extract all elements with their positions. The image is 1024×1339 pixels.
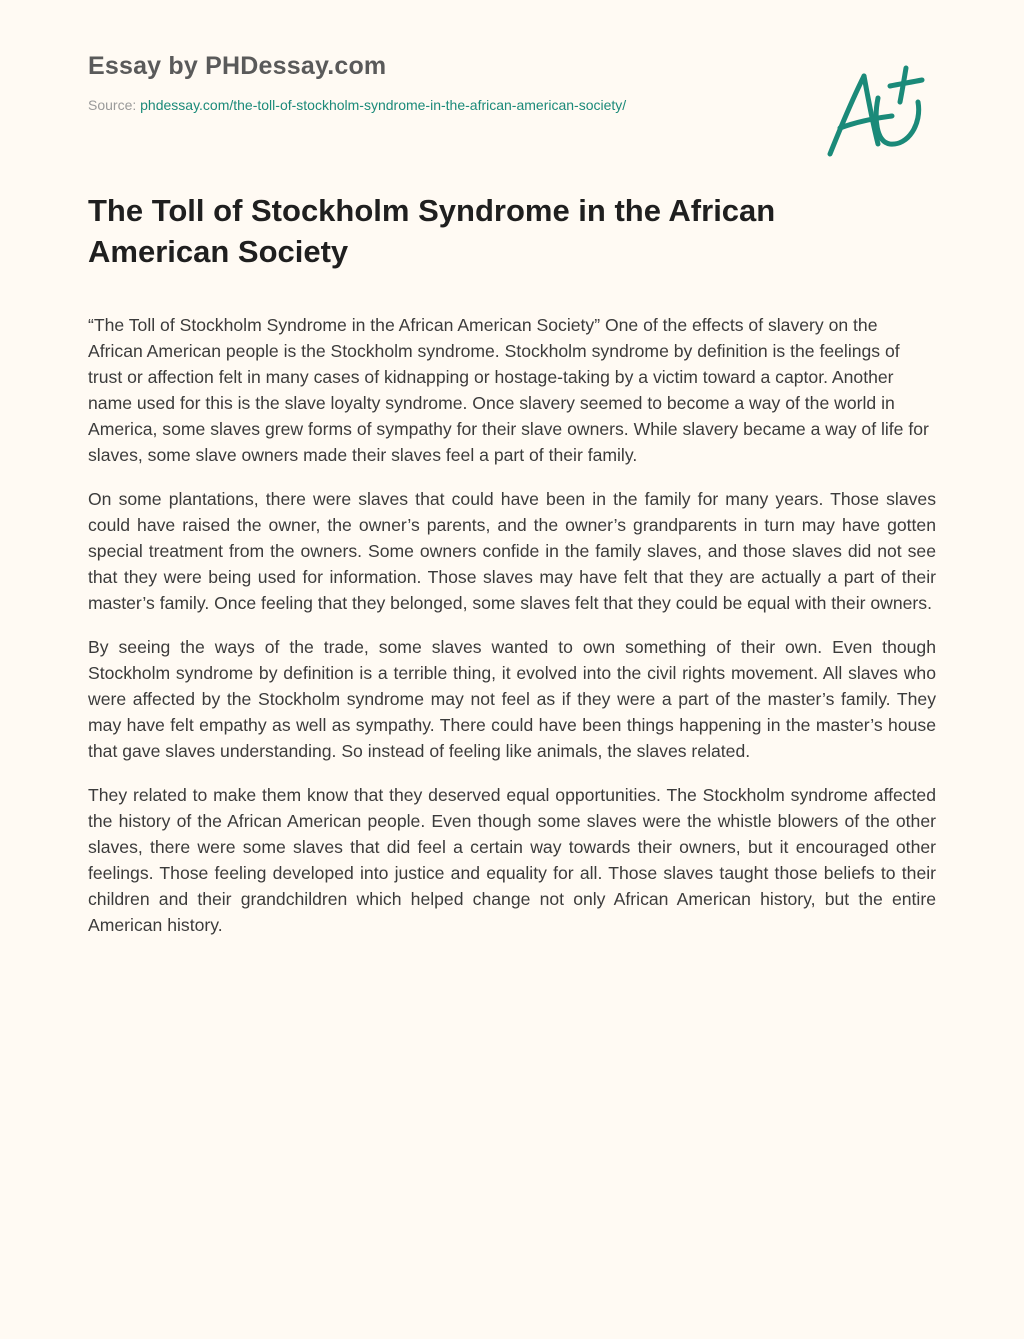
page-header (88, 50, 788, 114)
essay-paragraph: On some plantations, there were slaves that could have been in the family for many years. Those slaves could have raised the owner, the owner’s parents, and the owner’s grandparents in turn may have gotten special treatment from the owners. Some owners confide in the family slaves, and those slaves did not see that they were being used for information. Those slaves may have felt that they are actually a part of their master’s family. Once feeling that they belonged, some slaves felt that they could be equal with their owners. (88, 489, 936, 613)
essay-paragraph: By seeing the ways of the trade, some slaves wanted to own something of their own. Even though Stockholm syndrome by definition is a terrible thing, it evolved into the civil rights movement. All slaves who were affected by the Stockholm syndrome may not feel as if they were a part of the master’s family. They may have felt empathy as well as sympathy. There could have been things happening in the master’s house that gave slaves understanding. So instead of feeling like animals, the slaves related. (88, 637, 936, 761)
essay-paragraph: “The Toll of Stockholm Syndrome in the African American Society” One of the effects of slavery on the African American people is the Stockholm syndrome. Stockholm syndrome by definition is the feelings of trust or affection felt in many cases of kidnapping or hostage-taking by a victim toward a captor. Another name used for this is the slave loyalty syndrome. Once slavery seemed to become a way of the world in America, some slaves grew forms of sympathy for their slave owners. While slavery became a way of life for slaves, some slave owners made their slaves feel a part of their family. (88, 315, 929, 465)
site-brand: Essay by PHDessay.com (88, 52, 387, 80)
essay-title: The Toll of Stockholm Syndrome in the African American Society (88, 193, 776, 269)
source-line (88, 96, 788, 114)
source-link[interactable]: phdessay.com/the-toll-of-stockholm-syndrome-in-the-african-american-society/ (140, 97, 627, 113)
essay-body (88, 312, 936, 956)
a-plus-logo-icon (820, 62, 930, 162)
source-label: Source: (88, 97, 137, 113)
essay-paragraph: They related to make them know that they deserved equal opportunities. The Stockholm syndrome affected the history of the African American people. Even though some slaves were the whistle blowers of the other slaves, there were some slaves that did feel a certain way towards their owners, but it encouraged other feelings. Those feeling developed into justice and equality for all. Those slaves taught those beliefs to their children and their grandchildren which helped change not only African American history, but the entire American history. (88, 785, 936, 935)
logo-text: A+ (820, 62, 822, 63)
